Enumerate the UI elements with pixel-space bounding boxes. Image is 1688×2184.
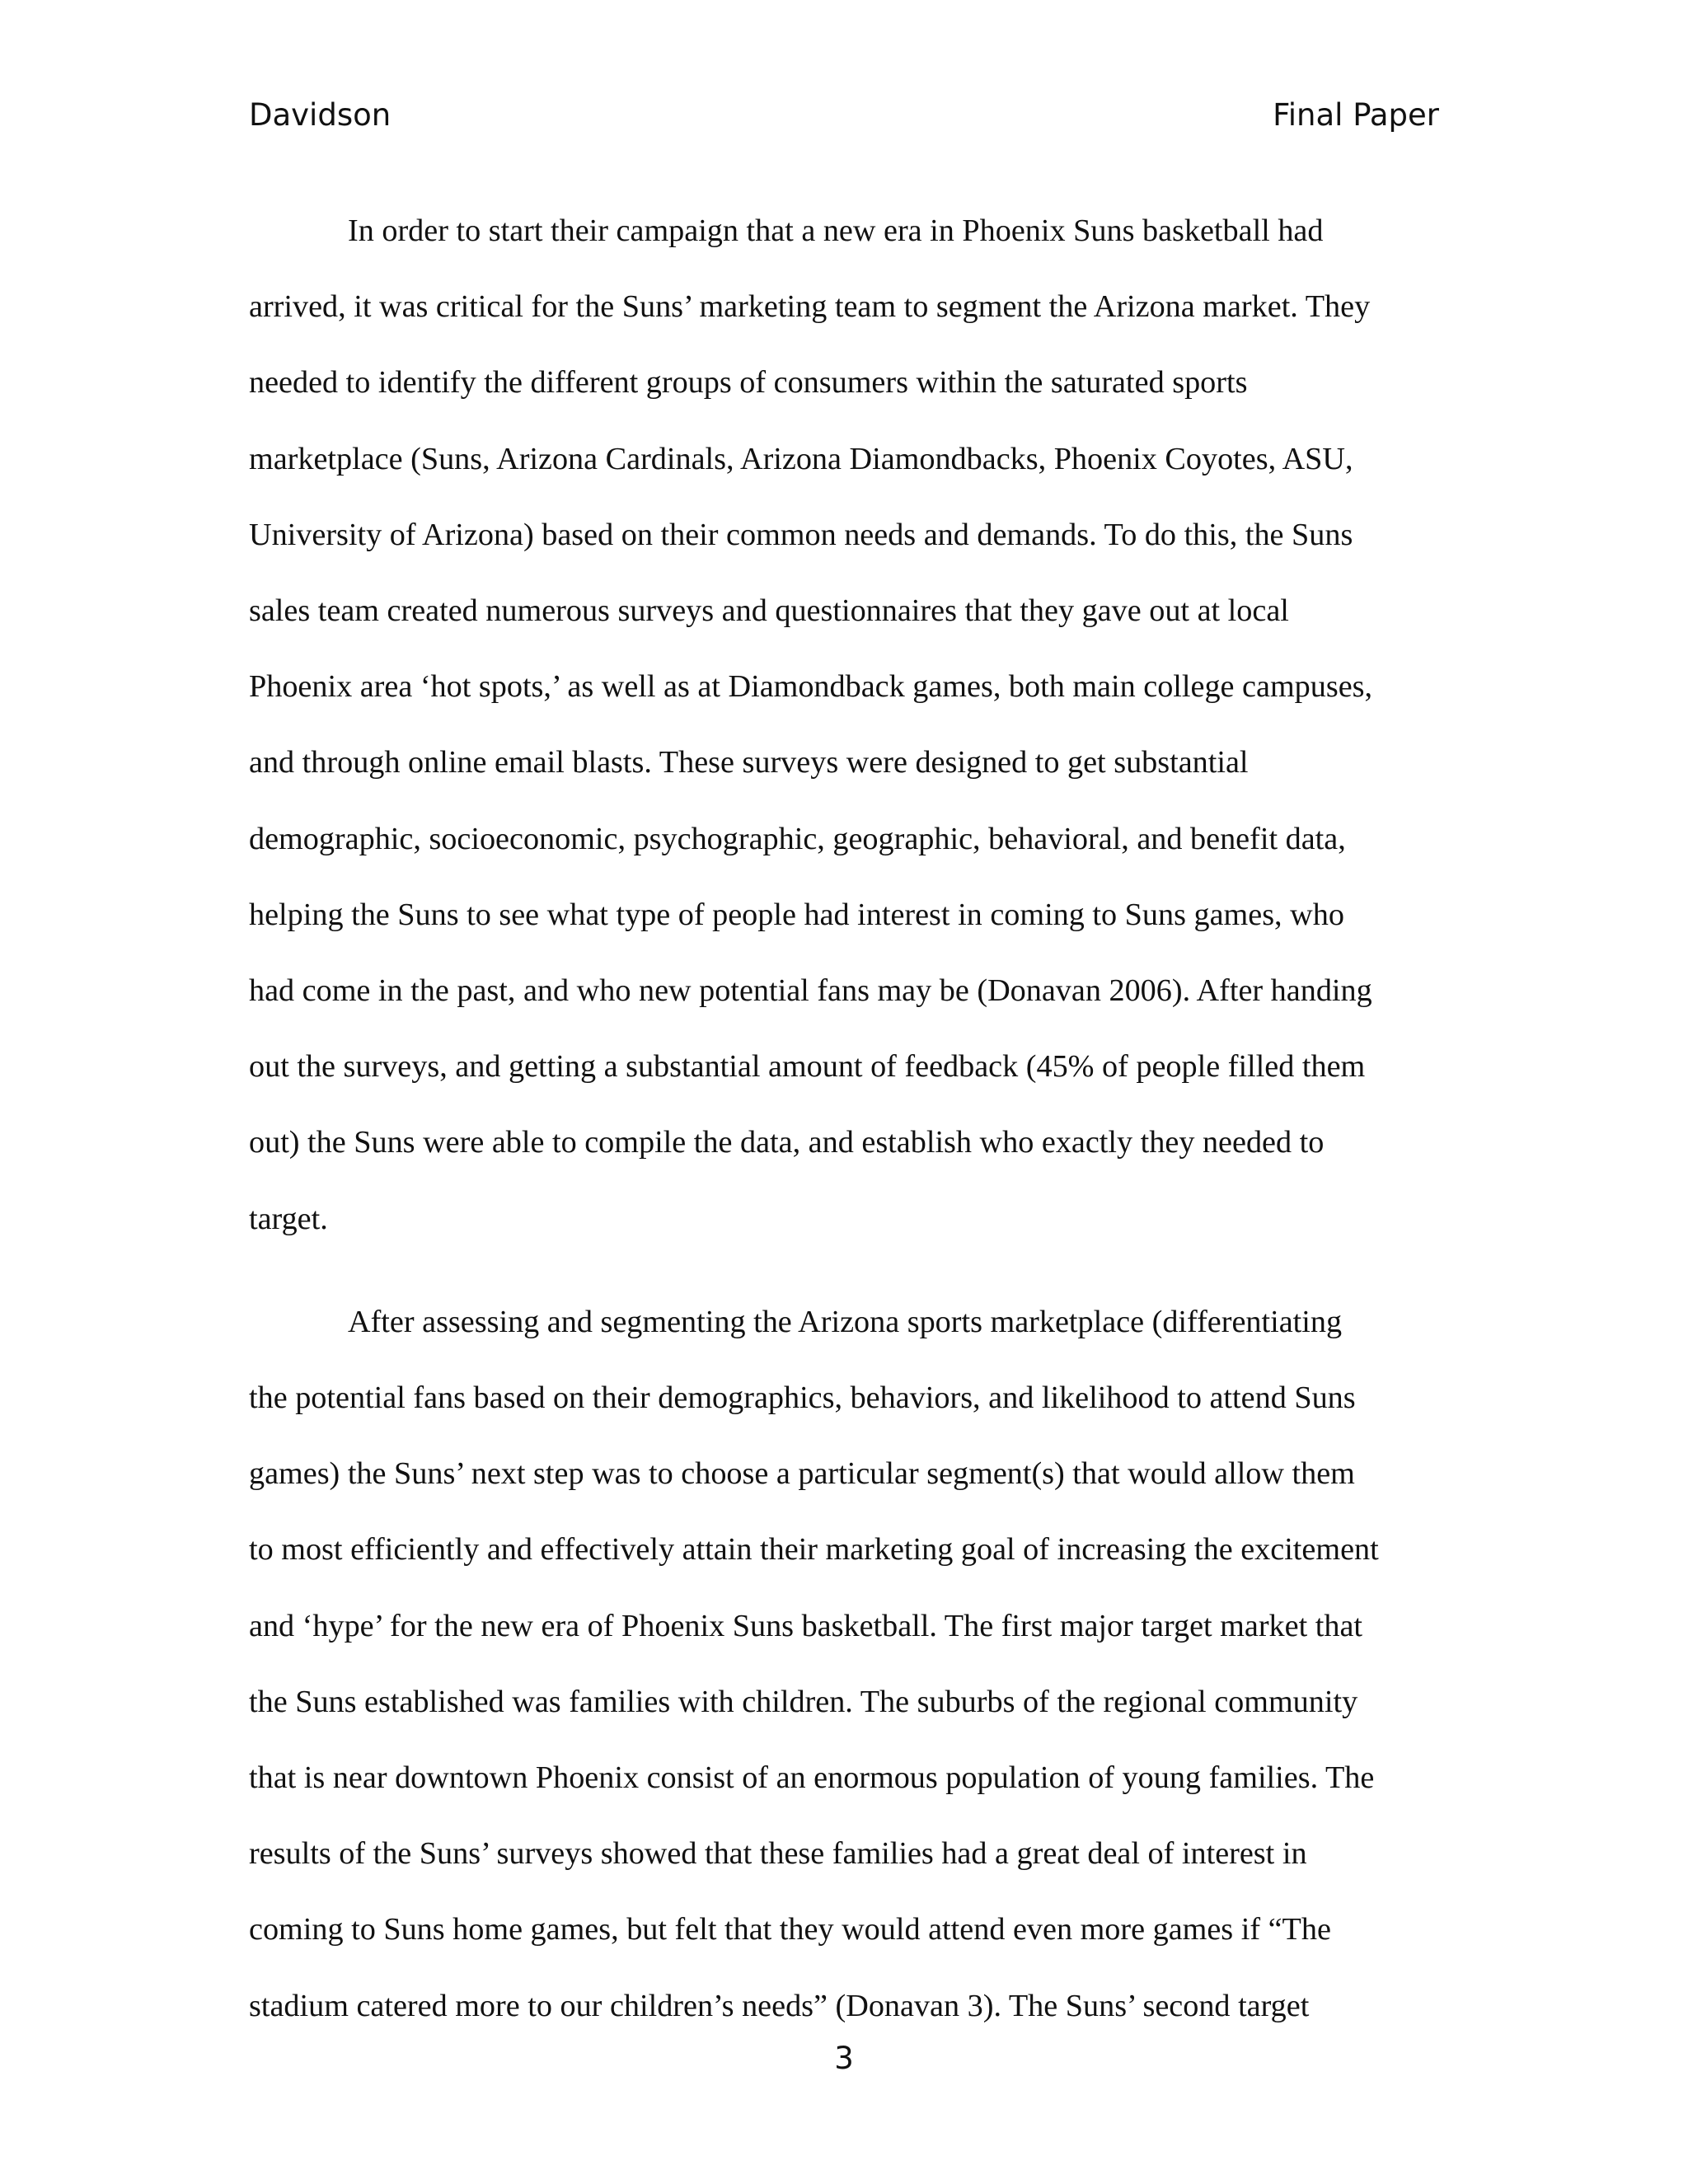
text-line: and through online email blasts. These surveys were designed to get substantial bbox=[249, 745, 1249, 780]
text-line: University of Arizona) based on their common needs and demands. To do this, the Suns bbox=[249, 517, 1353, 552]
text-line: Phoenix area ‘hot spots,’ as well as at Diamondback games, both main college campuses, bbox=[249, 669, 1373, 705]
text-line: sales team created numerous surveys and questionnaires that they gave out at local bbox=[249, 593, 1289, 629]
text-line: coming to Suns home games, but felt that they would attend even more games if “The bbox=[249, 1912, 1331, 1947]
running-header bbox=[249, 97, 1439, 143]
text-line: arrived, it was critical for the Suns’ marketing team to segment the Arizona market. They bbox=[249, 289, 1371, 325]
text-line: needed to identify the different groups of consumers within the saturated sports bbox=[249, 365, 1248, 401]
paragraph-2 bbox=[249, 1284, 1439, 2044]
text-line: stadium catered more to our children’s needs” (Donavan 3). The Suns’ second target bbox=[249, 1988, 1310, 2023]
text-line: marketplace (Suns, Arizona Cardinals, Arizona Diamondbacks, Phoenix Coyotes, ASU, bbox=[249, 441, 1353, 476]
text-line: out the surveys, and getting a substantial amount of feedback (45% of people filled them bbox=[249, 1049, 1366, 1085]
text-line: the Suns established was families with children. The suburbs of the regional community bbox=[249, 1684, 1358, 1719]
text-line: results of the Suns’ surveys showed that these families had a great deal of interest in bbox=[249, 1836, 1307, 1872]
text-line: After assessing and segmenting the Arizona sports marketplace (differentiating bbox=[348, 1304, 1343, 1339]
header-author: Davidson bbox=[249, 97, 392, 133]
paragraph-spacer bbox=[249, 1257, 1439, 1284]
text-line: had come in the past, and who new potential fans may be (Donavan 2006). After handing bbox=[249, 973, 1372, 1009]
page-number: 3 bbox=[834, 2041, 854, 2076]
text-line: demographic, socioeconomic, psychographic, geographic, behavioral, and benefit data, bbox=[249, 821, 1346, 856]
text-line: out) the Suns were able to compile the data, and establish who exactly they needed to bbox=[249, 1125, 1325, 1160]
body-text bbox=[249, 193, 1439, 2044]
text-line: In order to start their campaign that a new era in Phoenix Suns basketball had bbox=[348, 213, 1324, 248]
text-line: and ‘hype’ for the new era of Phoenix Suns basketball. The first major target market that bbox=[249, 1608, 1363, 1643]
text-line: that is near downtown Phoenix consist of an enormous population of young families. The bbox=[249, 1760, 1375, 1796]
text-line: helping the Suns to see what type of people had interest in coming to Suns games, who bbox=[249, 897, 1344, 932]
header-title: Final Paper bbox=[1273, 97, 1439, 133]
text-line: the potential fans based on their demographics, behaviors, and likelihood to attend Suns bbox=[249, 1380, 1356, 1416]
text-line: to most efficiently and effectively attain their marketing goal of increasing the excitement bbox=[249, 1532, 1379, 1568]
text-line: games) the Suns’ next step was to choose a particular segment(s) that would allow them bbox=[249, 1456, 1355, 1492]
paragraph-1 bbox=[249, 193, 1439, 1257]
text-line: target. bbox=[249, 1201, 328, 1236]
